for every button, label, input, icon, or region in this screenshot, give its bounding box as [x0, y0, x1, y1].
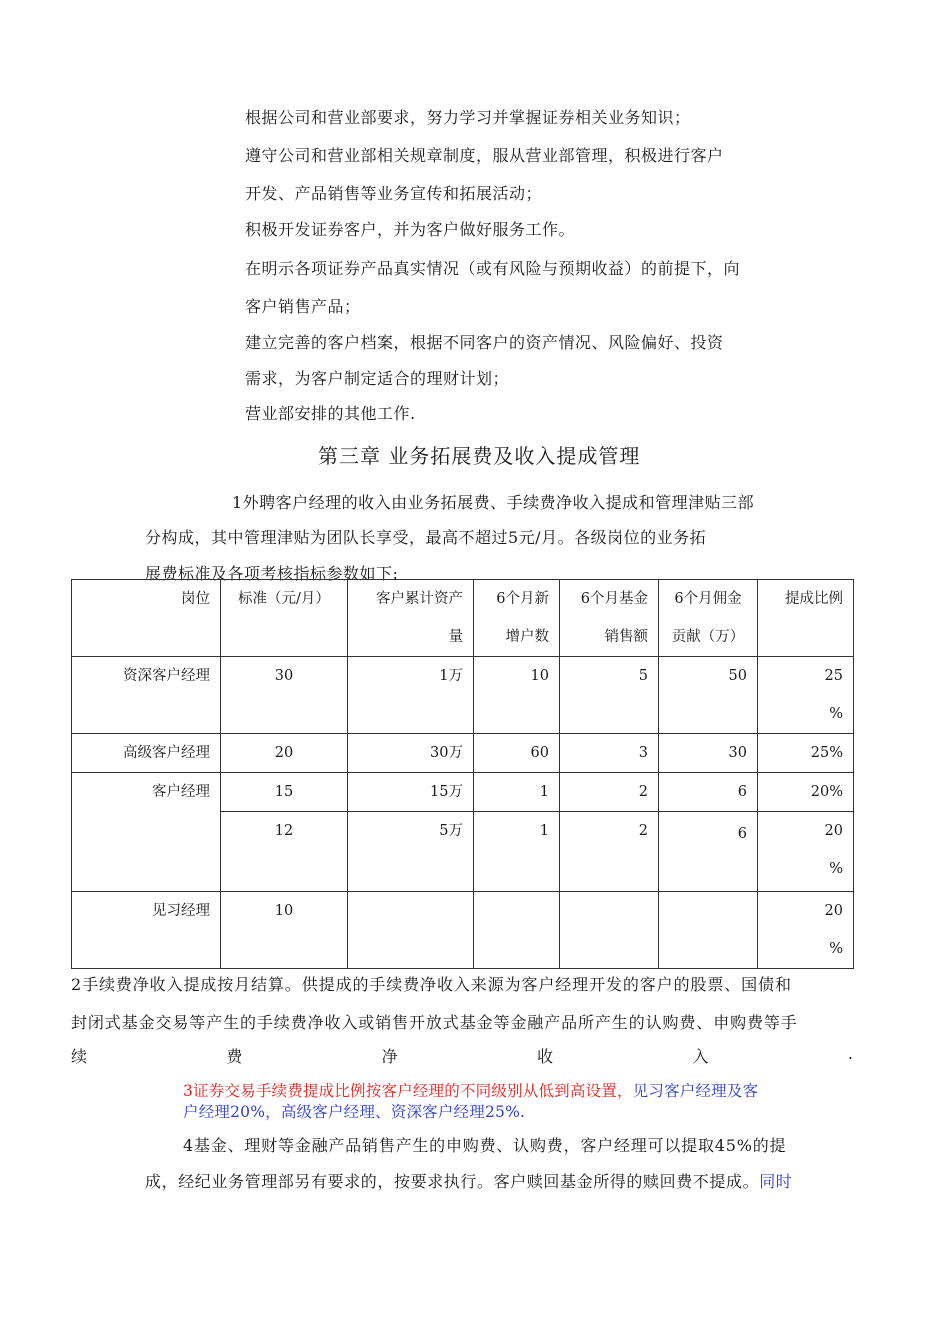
- ratio-cell: 20 %: [758, 812, 854, 892]
- table-header-row: [72, 580, 854, 657]
- position-cell: 资深客户经理: [72, 657, 221, 734]
- ratio-cell: 20 %: [758, 892, 854, 969]
- commission-cell: 6: [659, 773, 758, 812]
- duty-line: 在明示各项证券产品真实情况（或有风险与预期收益）的前提下，向: [245, 259, 741, 278]
- paragraph-2-line: 2手续费净收入提成按月结算。供提成的手续费净收入来源为客户经理开发的客户的股票、国债和: [71, 975, 792, 994]
- chapter-title: 第三章 业务拓展费及收入提成管理: [318, 444, 641, 468]
- standard-cell: 20: [221, 734, 348, 773]
- standard-cell: 10: [221, 892, 348, 969]
- paragraph-1-line: 分构成，其中管理津贴为团队长享受，最高不超过5元/月。各级岗位的业务拓: [145, 528, 707, 547]
- standard-cell: 15: [221, 773, 348, 812]
- spread-char: 费: [226, 1047, 243, 1066]
- position-cell: 见习经理: [72, 892, 221, 969]
- header-cell: 6个月佣金 贡献（万）: [659, 580, 758, 657]
- duty-line: 建立完善的客户档案，根据不同客户的资产情况、风险偏好、投资: [245, 333, 724, 352]
- standard-cell: 12: [221, 812, 348, 892]
- paragraph-4-line: 4基金、理财等金融产品销售产生的申购费、认购费，客户经理可以提取45%的提: [183, 1136, 787, 1155]
- header-cell: 6个月基金 销售额: [560, 580, 659, 657]
- header-cell: 提成比例: [758, 580, 854, 657]
- blue-text: 同时: [759, 1172, 793, 1191]
- position-cell: 客户经理: [72, 773, 221, 892]
- header-cell: 6个月新 增户数: [474, 580, 560, 657]
- position-cell: 高级客户经理: [72, 734, 221, 773]
- paragraph-3-line: 户经理20%，高级客户经理、资深客户经理25%.: [183, 1103, 526, 1121]
- spread-char: 净: [381, 1047, 398, 1066]
- header-cell: 标准（元/月）: [221, 580, 348, 657]
- new-accounts-cell: 1: [474, 773, 560, 812]
- table-row: [72, 892, 854, 969]
- paragraph-1-line: 1外聘客户经理的收入由业务拓展费、手续费净收入提成和管理津贴三部: [232, 493, 755, 512]
- paragraph-2-justified-line: [71, 1044, 853, 1067]
- commission-cell: 50: [659, 657, 758, 734]
- fund-sales-cell: 2: [560, 773, 659, 812]
- spread-char: 续: [71, 1047, 88, 1066]
- ratio-cell: 20%: [758, 773, 854, 812]
- assets-cell: [348, 892, 474, 969]
- duty-line: 根据公司和营业部要求，努力学习并掌握证券相关业务知识；: [245, 108, 691, 127]
- red-text: 3证券交易手续费提成比例按客户经理的不同级别从低到高设置，: [183, 1082, 633, 1100]
- paragraph-4-line: [145, 1169, 792, 1192]
- commission-cell: 6: [659, 812, 758, 892]
- fund-sales-cell: 5: [560, 657, 659, 734]
- duty-line: 营业部安排的其他工作.: [245, 404, 416, 423]
- duty-line: 需求，为客户制定适合的理财计划；: [245, 369, 510, 388]
- duty-line: 客户销售产品；: [245, 297, 361, 316]
- fund-sales-cell: 2: [560, 812, 659, 892]
- commission-cell: [659, 892, 758, 969]
- duty-line: 遵守公司和营业部相关规章制度，服从营业部管理，积极进行客户: [245, 146, 724, 165]
- fee-standard-table: [71, 579, 854, 969]
- ratio-cell: 25 %: [758, 657, 854, 734]
- duty-line: 开发、产品销售等业务宣传和拓展活动；: [245, 184, 543, 203]
- commission-cell: 30: [659, 734, 758, 773]
- duty-line: 积极开发证券客户，并为客户做好服务工作。: [245, 220, 576, 239]
- paragraph-3-line: [183, 1079, 758, 1101]
- table-row: [72, 657, 854, 734]
- new-accounts-cell: [474, 892, 560, 969]
- spread-char: 收: [537, 1047, 554, 1066]
- table-row: [72, 734, 854, 773]
- fund-sales-cell: [560, 892, 659, 969]
- new-accounts-cell: 1: [474, 812, 560, 892]
- fund-sales-cell: 3: [560, 734, 659, 773]
- blue-text: 见习客户经理及客: [632, 1082, 759, 1100]
- header-cell: 岗位: [72, 580, 221, 657]
- paragraph-1-line: 展费标准及各项考核指标参数如下:: [145, 564, 399, 583]
- assets-cell: 30万: [348, 734, 474, 773]
- assets-cell: 5万: [348, 812, 474, 892]
- assets-cell: 1万: [348, 657, 474, 734]
- new-accounts-cell: 10: [474, 657, 560, 734]
- paragraph-2-line: 封闭式基金交易等产生的手续费净收入或销售开放式基金等金融产品所产生的认购费、申购费等手: [71, 1013, 798, 1032]
- ratio-cell: 25%: [758, 734, 854, 773]
- assets-cell: 15万: [348, 773, 474, 812]
- header-cell: 客户累计资产 量: [348, 580, 474, 657]
- table-row: [72, 773, 854, 812]
- black-text: 成，经纪业务管理部另有要求的，按要求执行。客户赎回基金所得的赎回费不提成。: [145, 1172, 760, 1191]
- new-accounts-cell: 60: [474, 734, 560, 773]
- spread-char: .: [847, 1044, 853, 1063]
- standard-cell: 30: [221, 657, 348, 734]
- spread-char: 入: [692, 1047, 709, 1066]
